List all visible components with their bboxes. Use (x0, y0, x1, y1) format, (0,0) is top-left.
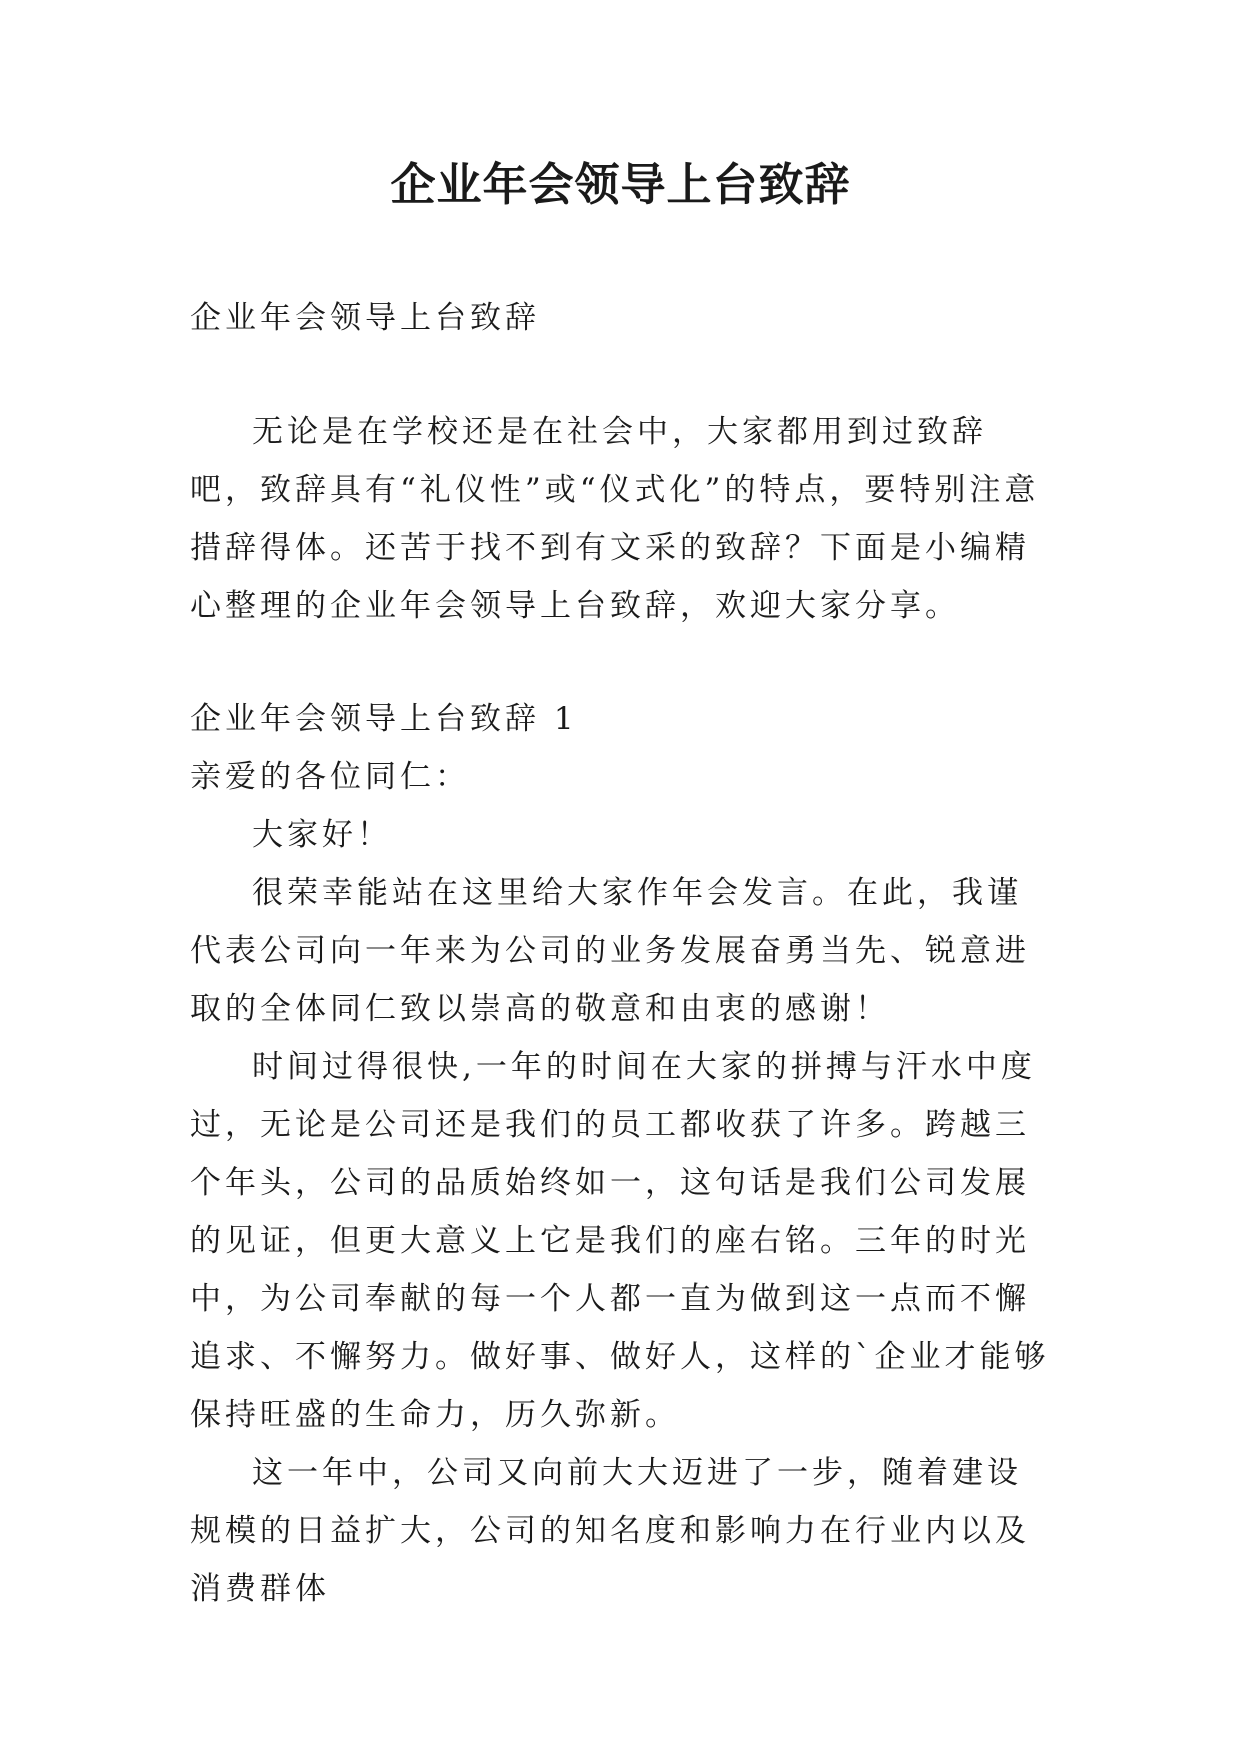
speech-paragraph: 这一年中，公司又向前大大迈进了一步，随着建设规模的日益扩大，公司的知名度和影响力在行业内以及消费群体 (190, 1455, 1030, 1607)
speech-section (190, 690, 1052, 1618)
document-subtitle: 企业年会领导上台致辞 (190, 300, 540, 336)
speech-paragraph: 时间过得很快,一年的时间在大家的拼搏与汗水中度过，无论是公司还是我们的员工都收获了许多。跨越三个年头，公司的品质始终如一，这句话是我们公司发展的见证，但更大意义上它是我们的座右铭。三年的时光中，为公司奉献的每一个人都一直为做到这一点而不懈追求、不懈努力。做好事、做好人，这样的`企业才能够保持旺盛的生命力，历久弥新。 (190, 1049, 1050, 1433)
salutation: 亲爱的各位同仁： (190, 759, 470, 795)
greeting: 大家好！ (252, 817, 392, 853)
intro-paragraph: 无论是在学校还是在社会中，大家都用到过致辞吧，致辞具有“礼仪性”或“仪式化”的特点，要特别注意措辞得体。还苦于找不到有文采的致辞？下面是小编精心整理的企业年会领导上台致辞，欢迎大家分享。 (190, 414, 1040, 624)
section-heading: 企业年会领导上台致辞 1 (190, 701, 578, 737)
document-title: 企业年会领导上台致辞 (390, 158, 851, 211)
speech-paragraph: 很荣幸能站在这里给大家作年会发言。在此，我谨代表公司向一年来为公司的业务发展奋勇当先、锐意进取的全体同仁致以崇高的敬意和由衷的感谢！ (190, 875, 1030, 1027)
